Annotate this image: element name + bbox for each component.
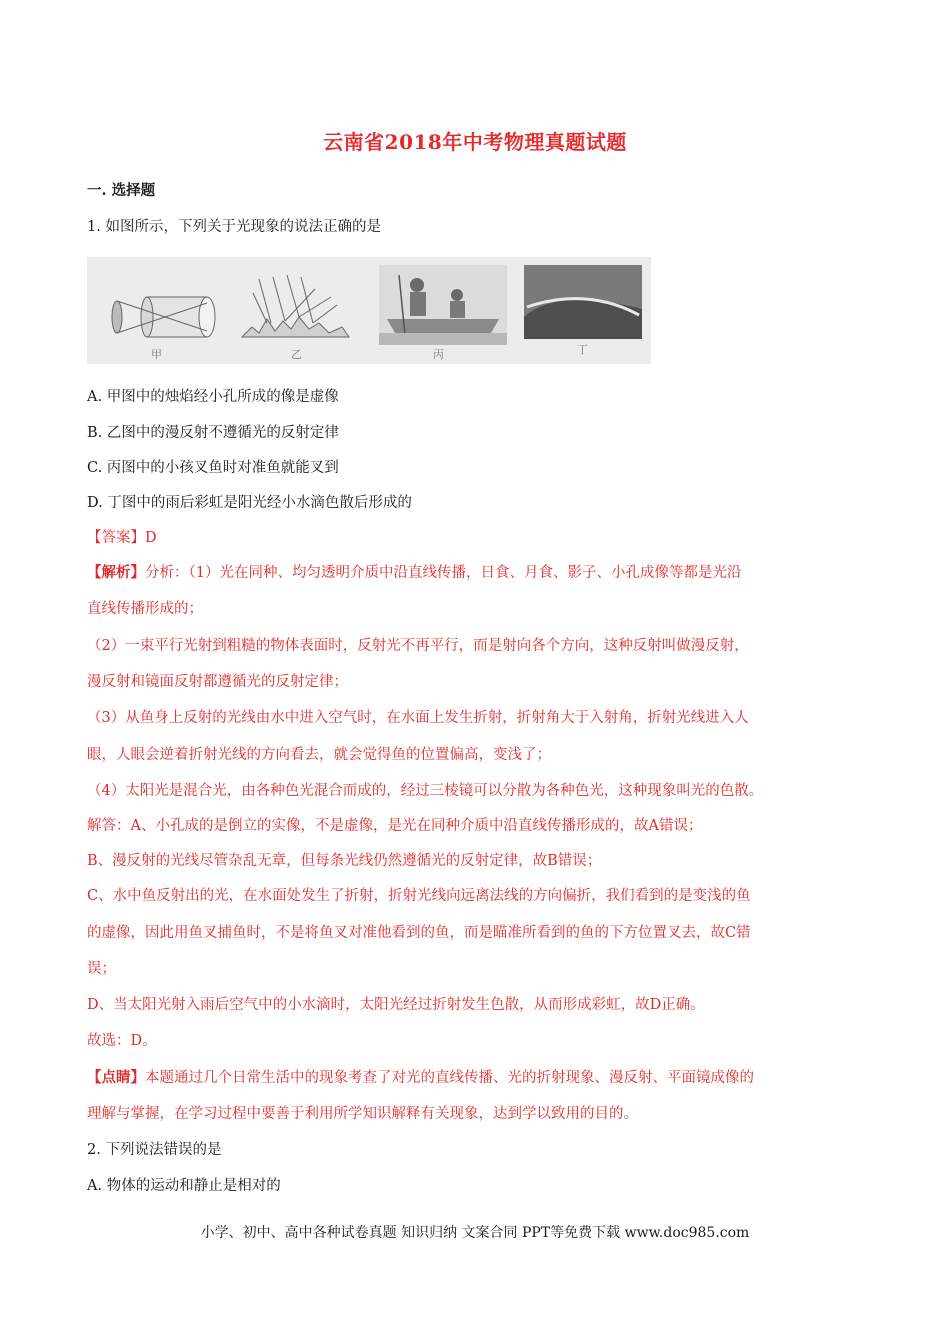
q1-analysis-line-13: D、当太阳光射入雨后空气中的小水滴时，太阳光经过折射发生色散，从而形成彩虹，故D正确。 <box>87 997 705 1013</box>
section-heading: 一. 选择题 <box>87 182 156 199</box>
optics-figure-svg <box>87 257 651 364</box>
q1-option-d: D. 丁图中的雨后彩虹是阳光经小水滴色散后形成的 <box>87 495 412 511</box>
q1-analysis-line-3: （2）一束平行光射到粗糙的物体表面时，反射光不再平行，而是射向各个方向，这种反射叫做漫反射， <box>87 638 749 654</box>
q1-analysis-line-4: 漫反射和镜面反射都遵循光的反射定律； <box>87 674 348 690</box>
analysis-text: 分析：（1）光在同种、均匀透明介质中沿直线传播，日食、月食、影子、小孔成像等都是光沿 <box>145 565 742 581</box>
figure-label-yi: 乙 <box>291 348 302 361</box>
page-footer: 小学、初中、高中各种试卷真题 知识归纳 文案合同 PPT等免费下载 www.doc985.com <box>200 1225 750 1241</box>
q1-analysis-line-10: C、水中鱼反射出的光，在水面处发生了折射，折射光线向远离法线的方向偏折，我们看到的是变浅的鱼 <box>87 888 751 904</box>
q1-comment-line-1 <box>87 1068 754 1088</box>
figure-panel-jia <box>112 297 215 361</box>
q1-analysis-line-1 <box>87 563 741 583</box>
q1-analysis-line-5: （3）从鱼身上反射的光线由水中进入空气时，在水面上发生折射，折射角大于入射角，折射光线进入人 <box>87 710 749 726</box>
q1-analysis-line-7: （4）太阳光是混合光，由各种色光混合而成的，经过三棱镜可以分散为各种色光，这种现象叫光的色散。 <box>87 783 764 799</box>
figure-label-bing: 丙 <box>433 348 444 361</box>
question-1-figure <box>87 257 651 364</box>
page-title: 云南省2018年中考物理真题试题 <box>323 130 627 154</box>
figure-label-jia: 甲 <box>151 348 162 361</box>
q1-analysis-line-12: 误； <box>87 961 116 977</box>
q1-option-c: C. 丙图中的小孩叉鱼时对准鱼就能叉到 <box>87 460 339 476</box>
q1-analysis-line-6: 眼，人眼会逆着折射光线的方向看去，就会觉得鱼的位置偏高，变浅了； <box>87 747 551 763</box>
figure-panel-ding <box>524 265 642 356</box>
q1-comment-line-2: 理解与掌握，在学习过程中要善于利用所学知识解释有关现象，达到学以致用的目的。 <box>87 1106 638 1122</box>
q2-option-a: A. 物体的运动和静止是相对的 <box>87 1178 281 1194</box>
question-1-stem: 1. 如图所示，下列关于光现象的说法正确的是 <box>87 219 381 235</box>
analysis-label: 【解析】 <box>87 564 145 581</box>
q1-analysis-line-8: 解答：A、小孔成的是倒立的实像，不是虚像，是光在同种介质中沿直线传播形成的，故A错误； <box>87 818 703 834</box>
figure-panel-yi <box>242 275 349 361</box>
question-2-stem: 2. 下列说法错误的是 <box>87 1142 222 1158</box>
q1-option-a: A. 甲图中的烛焰经小孔所成的像是虚像 <box>87 389 339 405</box>
q1-analysis-line-2: 直线传播形成的； <box>87 601 203 617</box>
q1-analysis-line-9: B、漫反射的光线尽管杂乱无章，但每条光线仍然遵循光的反射定律，故B错误； <box>87 853 602 869</box>
comment-label: 【点睛】 <box>87 1069 145 1086</box>
q1-option-b: B. 乙图中的漫反射不遵循光的反射定律 <box>87 425 339 441</box>
figure-label-ding: 丁 <box>577 343 588 356</box>
q1-answer: 【答案】D <box>87 530 157 546</box>
q1-analysis-line-11: 的虚像，因此用鱼叉捕鱼时，不是将鱼叉对准他看到的鱼，而是瞄准所看到的鱼的下方位置叉去，故C错 <box>87 925 751 941</box>
comment-text: 本题通过几个日常生活中的现象考查了对光的直线传播、光的折射现象、漫反射、平面镜成像的 <box>145 1070 754 1086</box>
q1-analysis-line-14: 故选：D。 <box>87 1033 157 1049</box>
figure-panel-bing <box>379 265 507 361</box>
